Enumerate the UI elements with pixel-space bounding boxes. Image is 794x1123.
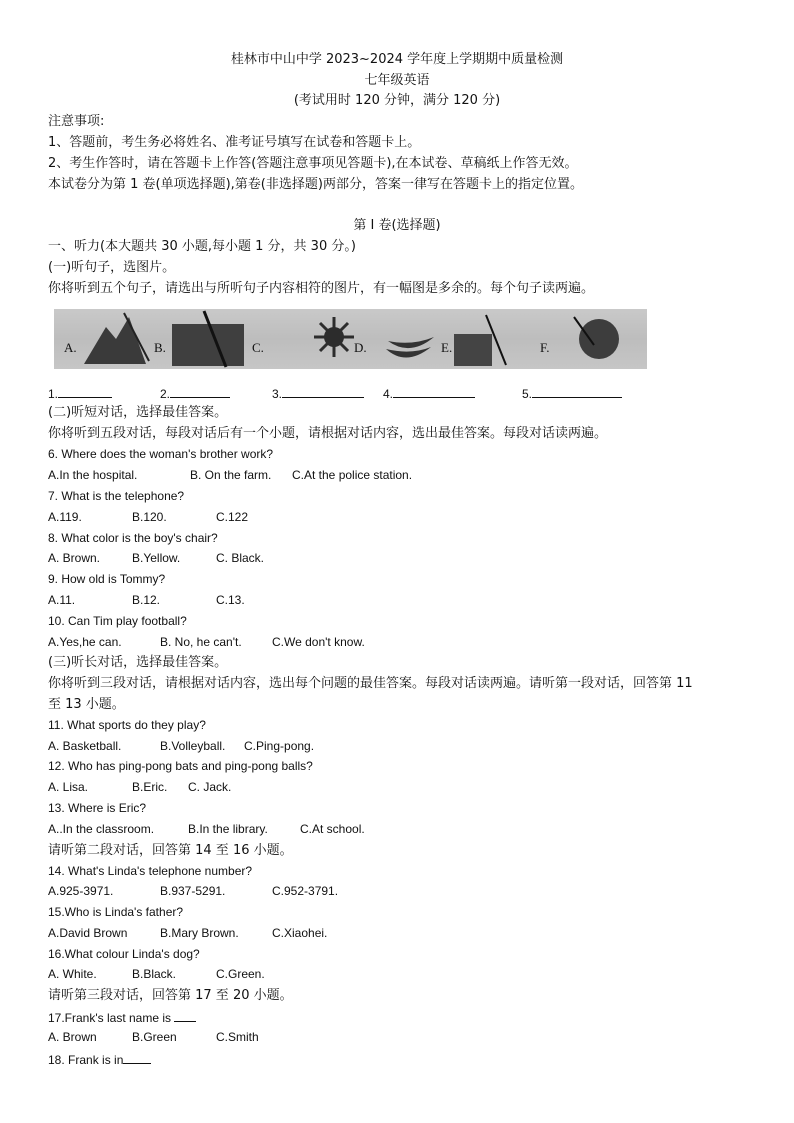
q15-option-c[interactable]: C.Xiaohei. xyxy=(272,926,328,940)
dialog3-instructions: 请听第三段对话，回答第 17 至 20 小题。 xyxy=(48,988,293,1003)
q14-option-b[interactable]: B.937-5291. xyxy=(160,884,226,898)
part1-instructions: 你将听到五个句子，请选出与所听句子内容相符的图片，有一幅图是多余的。每个句子读两遍。 xyxy=(48,281,595,296)
q16-option-a[interactable]: A. White. xyxy=(48,967,97,981)
question-17: 17.Frank's last name is xyxy=(48,1009,196,1026)
picture-strip-drawing xyxy=(54,309,647,369)
notice-item-2: 2、考生作答时，请在答题卡上作答(答题注意事项见答题卡),在本试卷、草稿纸上作答无效。 xyxy=(48,156,578,171)
q7-option-a[interactable]: A.119. xyxy=(48,510,82,524)
q17-option-c[interactable]: C.Smith xyxy=(216,1030,259,1044)
q17-option-b[interactable]: B.Green xyxy=(132,1030,177,1044)
q12-option-a[interactable]: A. Lisa. xyxy=(48,780,89,794)
part2-title: (二)听短对话，选择最佳答案。 xyxy=(48,405,228,420)
picture-b-box xyxy=(172,324,244,366)
q14-option-a[interactable]: A.925-3971. xyxy=(48,884,114,898)
exam-time-info: (考试用时 120 分钟，满分 120 分) xyxy=(293,93,501,108)
q8-option-b[interactable]: B.Yellow. xyxy=(132,551,181,565)
part3-instructions-line2: 至 13 小题。 xyxy=(48,697,125,712)
question-9: 9. How old is Tommy? xyxy=(48,572,166,586)
q9-option-c[interactable]: C.13. xyxy=(216,593,245,607)
picture-c-petals xyxy=(314,317,354,357)
q9-option-b[interactable]: B.12. xyxy=(132,593,161,607)
question-15: 15.Who is Linda's father? xyxy=(48,905,184,919)
question-13: 13. Where is Eric? xyxy=(48,801,147,815)
q11-option-a[interactable]: A. Basketball. xyxy=(48,739,122,753)
q17-option-a[interactable]: A. Brown xyxy=(48,1030,97,1044)
q7-option-b[interactable]: B.120. xyxy=(132,510,167,524)
part2-instructions: 你将听到五段对话，每段对话后有一个小题，请根据对话内容，选出最佳答案。每段对话读两遍。 xyxy=(48,426,608,441)
notice-item-1: 1、答题前，考生务必将姓名、准考证号填写在试卷和答题卡上。 xyxy=(48,135,421,150)
q13-option-c[interactable]: C.At school. xyxy=(300,822,365,836)
answer-blank-3[interactable]: 3. xyxy=(272,385,364,402)
part3-instructions-line1: 你将听到三段对话，请根据对话内容，选出每个问题的最佳答案。每段对话读两遍。请听第一段对话，回答第 11 xyxy=(48,676,693,691)
notice-heading: 注意事项: xyxy=(48,114,105,129)
question-12: 12. Who has ping-pong bats and ping-pong balls? xyxy=(48,759,313,773)
part3-title: (三)听长对话，选择最佳答案。 xyxy=(48,655,228,670)
question-6: 6. Where does the woman's brother work? xyxy=(48,447,274,461)
q7-option-c[interactable]: C.122 xyxy=(216,510,249,524)
q15-option-b[interactable]: B.Mary Brown. xyxy=(160,926,239,940)
question-7: 7. What is the telephone? xyxy=(48,489,185,503)
picture-label-e: E. xyxy=(441,340,453,355)
section1-title: 一、听力(本大题共 30 小题,每小题 1 分，共 30 分。) xyxy=(48,239,356,254)
q8-option-c[interactable]: C. Black. xyxy=(216,551,265,565)
question-18: 18. Frank is in xyxy=(48,1051,151,1068)
answer-blank-5[interactable]: 5. xyxy=(522,385,622,402)
q13-option-b[interactable]: B.In the library. xyxy=(188,822,268,836)
picture-a-mountain xyxy=(84,317,146,364)
notice-info: 本试卷分为第 1 卷(单项选择题),第卷(非选择题)两部分，答案一律写在答题卡上的指定位置。 xyxy=(48,177,583,192)
picture-label-d: D. xyxy=(354,340,367,355)
q13-option-a[interactable]: A..In the classroom. xyxy=(48,822,155,836)
exam-title: 桂林市中山中学 2023~2024 学年度上学期期中质量检测 xyxy=(230,52,564,67)
picture-f-sketch xyxy=(579,319,619,359)
q10-option-c[interactable]: C.We don't know. xyxy=(272,635,365,649)
q6-option-a[interactable]: A.In the hospital. xyxy=(48,468,138,482)
picture-label-a: A. xyxy=(64,340,77,355)
question-8: 8. What color is the boy's chair? xyxy=(48,531,218,545)
volume-title: 第 I 卷(选择题) xyxy=(353,218,441,233)
q10-option-a[interactable]: A.Yes,he can. xyxy=(48,635,122,649)
q14-option-c[interactable]: C.952-3791. xyxy=(272,884,339,898)
answer-blank-4[interactable]: 4. xyxy=(383,385,475,402)
q12-option-b[interactable]: B.Eric. xyxy=(132,780,168,794)
picture-label-b: B. xyxy=(154,340,166,355)
q6-option-c[interactable]: C.At the police station. xyxy=(292,468,413,482)
q11-option-c[interactable]: C.Ping-pong. xyxy=(244,739,315,753)
picture-d-banana-2 xyxy=(388,337,434,348)
q16-option-b[interactable]: B.Black. xyxy=(132,967,177,981)
q12-option-c[interactable]: C. Jack. xyxy=(188,780,232,794)
picture-d-banana-1 xyxy=(386,347,431,358)
answer-blank-1[interactable]: 1. xyxy=(48,385,112,402)
q6-option-b[interactable]: B. On the farm. xyxy=(190,468,272,482)
question-14: 14. What's Linda's telephone number? xyxy=(48,864,253,878)
q9-option-a[interactable]: A.11. xyxy=(48,593,76,607)
q16-option-c[interactable]: C.Green. xyxy=(216,967,265,981)
exam-subject: 七年级英语 xyxy=(364,73,430,88)
q11-option-b[interactable]: B.Volleyball. xyxy=(160,739,226,753)
question-10: 10. Can Tim play football? xyxy=(48,614,187,628)
q18-blank[interactable] xyxy=(123,1051,151,1064)
picture-label-f: F. xyxy=(540,340,550,355)
dialog2-instructions: 请听第二段对话，回答第 14 至 16 小题。 xyxy=(48,843,293,858)
picture-e-trees xyxy=(454,334,492,366)
q10-option-b[interactable]: B. No, he can't. xyxy=(160,635,242,649)
q15-option-a[interactable]: A.David Brown xyxy=(48,926,128,940)
question-16: 16.What colour Linda's dog? xyxy=(48,947,200,961)
picture-label-c: C. xyxy=(252,340,264,355)
q17-blank[interactable] xyxy=(174,1009,196,1022)
q8-option-a[interactable]: A. Brown. xyxy=(48,551,101,565)
answer-blank-2[interactable]: 2. xyxy=(160,385,230,402)
picture-options-photo xyxy=(54,309,647,369)
question-11: 11. What sports do they play? xyxy=(48,718,206,732)
part1-title: (一)听句子，选图片。 xyxy=(48,260,176,275)
